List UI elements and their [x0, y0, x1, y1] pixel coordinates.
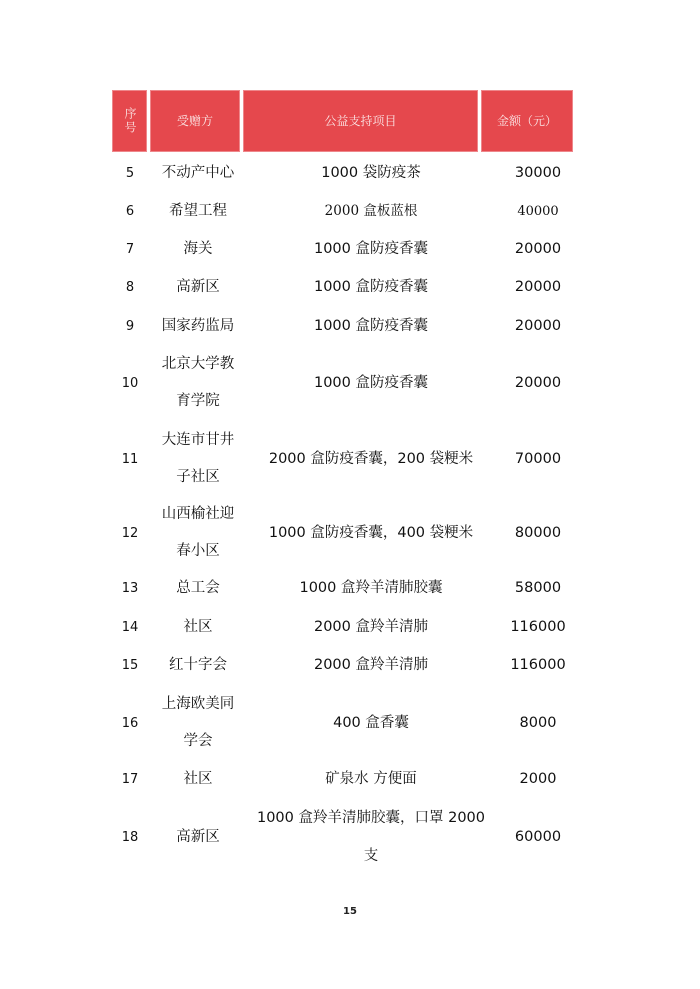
row-project: 2000 盒防疫香囊，200 袋粳米	[268, 451, 474, 467]
row-amount: 40000	[517, 203, 559, 219]
table-row	[110, 311, 580, 341]
header-donee: 受赠方	[150, 90, 240, 152]
row-donee: 高新区	[176, 278, 220, 295]
row-amount: 58000	[514, 580, 562, 596]
row-project: 2000 盒羚羊清肺	[313, 657, 428, 673]
table-header	[112, 90, 574, 152]
row-index: 18	[121, 829, 139, 845]
row-project: 1000 袋防疫茶	[321, 165, 421, 181]
table-row	[110, 650, 580, 680]
header-index: 序号	[112, 90, 147, 152]
row-donee: 不动产中心	[161, 164, 235, 181]
row-index: 16	[121, 715, 139, 731]
row-amount: 20000	[514, 279, 562, 295]
row-project: 1000 盒防疫香囊，400 袋粳米	[268, 525, 474, 541]
row-index: 10	[121, 375, 139, 391]
table-row	[110, 422, 580, 496]
table-row	[110, 158, 580, 188]
row-index: 15	[121, 657, 139, 673]
table-row	[110, 496, 580, 570]
row-index: 17	[121, 771, 139, 787]
row-amount: 20000	[514, 241, 562, 257]
row-donee: 国家药监局	[161, 317, 235, 334]
row-project: 2000 盒羚羊清肺	[313, 619, 428, 635]
row-donee: 山西榆社迎春小区	[161, 506, 235, 559]
row-index: 5	[125, 165, 135, 181]
row-index: 7	[125, 241, 135, 257]
row-amount: 80000	[514, 525, 562, 541]
page-number: 15	[343, 906, 357, 917]
row-donee: 上海欧美同学会	[161, 696, 235, 749]
row-amount: 8000	[519, 715, 557, 731]
row-index: 11	[121, 451, 139, 467]
row-amount: 20000	[514, 375, 562, 391]
row-project: 1000 盒羚羊清肺胶囊，口罩 2000 支	[256, 810, 486, 864]
row-amount: 20000	[514, 318, 562, 334]
row-donee: 社区	[183, 770, 213, 787]
row-donee: 希望工程	[169, 202, 227, 219]
row-amount: 2000	[519, 771, 557, 787]
row-index: 12	[121, 525, 139, 541]
row-amount: 60000	[514, 829, 562, 845]
row-index: 9	[125, 318, 135, 334]
row-donee: 海关	[183, 240, 213, 257]
row-project: 1000 盒防疫香囊	[313, 241, 428, 257]
row-donee: 红十字会	[169, 656, 227, 673]
table-row	[110, 573, 580, 603]
row-project: 400 盒香囊	[333, 715, 409, 731]
table-row	[110, 196, 580, 226]
table-row	[110, 686, 580, 760]
table-row	[110, 272, 580, 302]
row-project: 2000 盒板蓝根	[324, 203, 418, 219]
row-donee: 大连市甘井子社区	[161, 432, 235, 485]
table-row	[110, 800, 580, 874]
row-project: 1000 盒羚羊清肺胶囊	[299, 580, 443, 596]
row-amount: 116000	[510, 619, 566, 635]
header-amount: 金额（元）	[481, 90, 573, 152]
row-index: 6	[125, 203, 135, 219]
table-row	[110, 234, 580, 264]
row-index: 8	[125, 279, 135, 295]
row-amount: 30000	[514, 165, 562, 181]
row-project: 1000 盒防疫香囊	[313, 375, 428, 391]
row-project: 1000 盒防疫香囊	[313, 318, 428, 334]
table-row	[110, 612, 580, 642]
row-amount: 70000	[514, 451, 562, 467]
row-project: 1000 盒防疫香囊	[313, 279, 428, 295]
row-donee: 北京大学教育学院	[161, 356, 235, 409]
table-row	[110, 346, 580, 420]
row-index: 13	[121, 580, 139, 596]
header-project: 公益支持项目	[243, 90, 478, 152]
row-donee: 社区	[183, 618, 213, 635]
row-donee: 总工会	[176, 579, 220, 596]
row-donee: 高新区	[176, 828, 220, 845]
row-project: 矿泉水 方便面	[325, 771, 417, 787]
table-row	[110, 764, 580, 794]
row-index: 14	[121, 619, 139, 635]
row-amount: 116000	[510, 657, 566, 673]
